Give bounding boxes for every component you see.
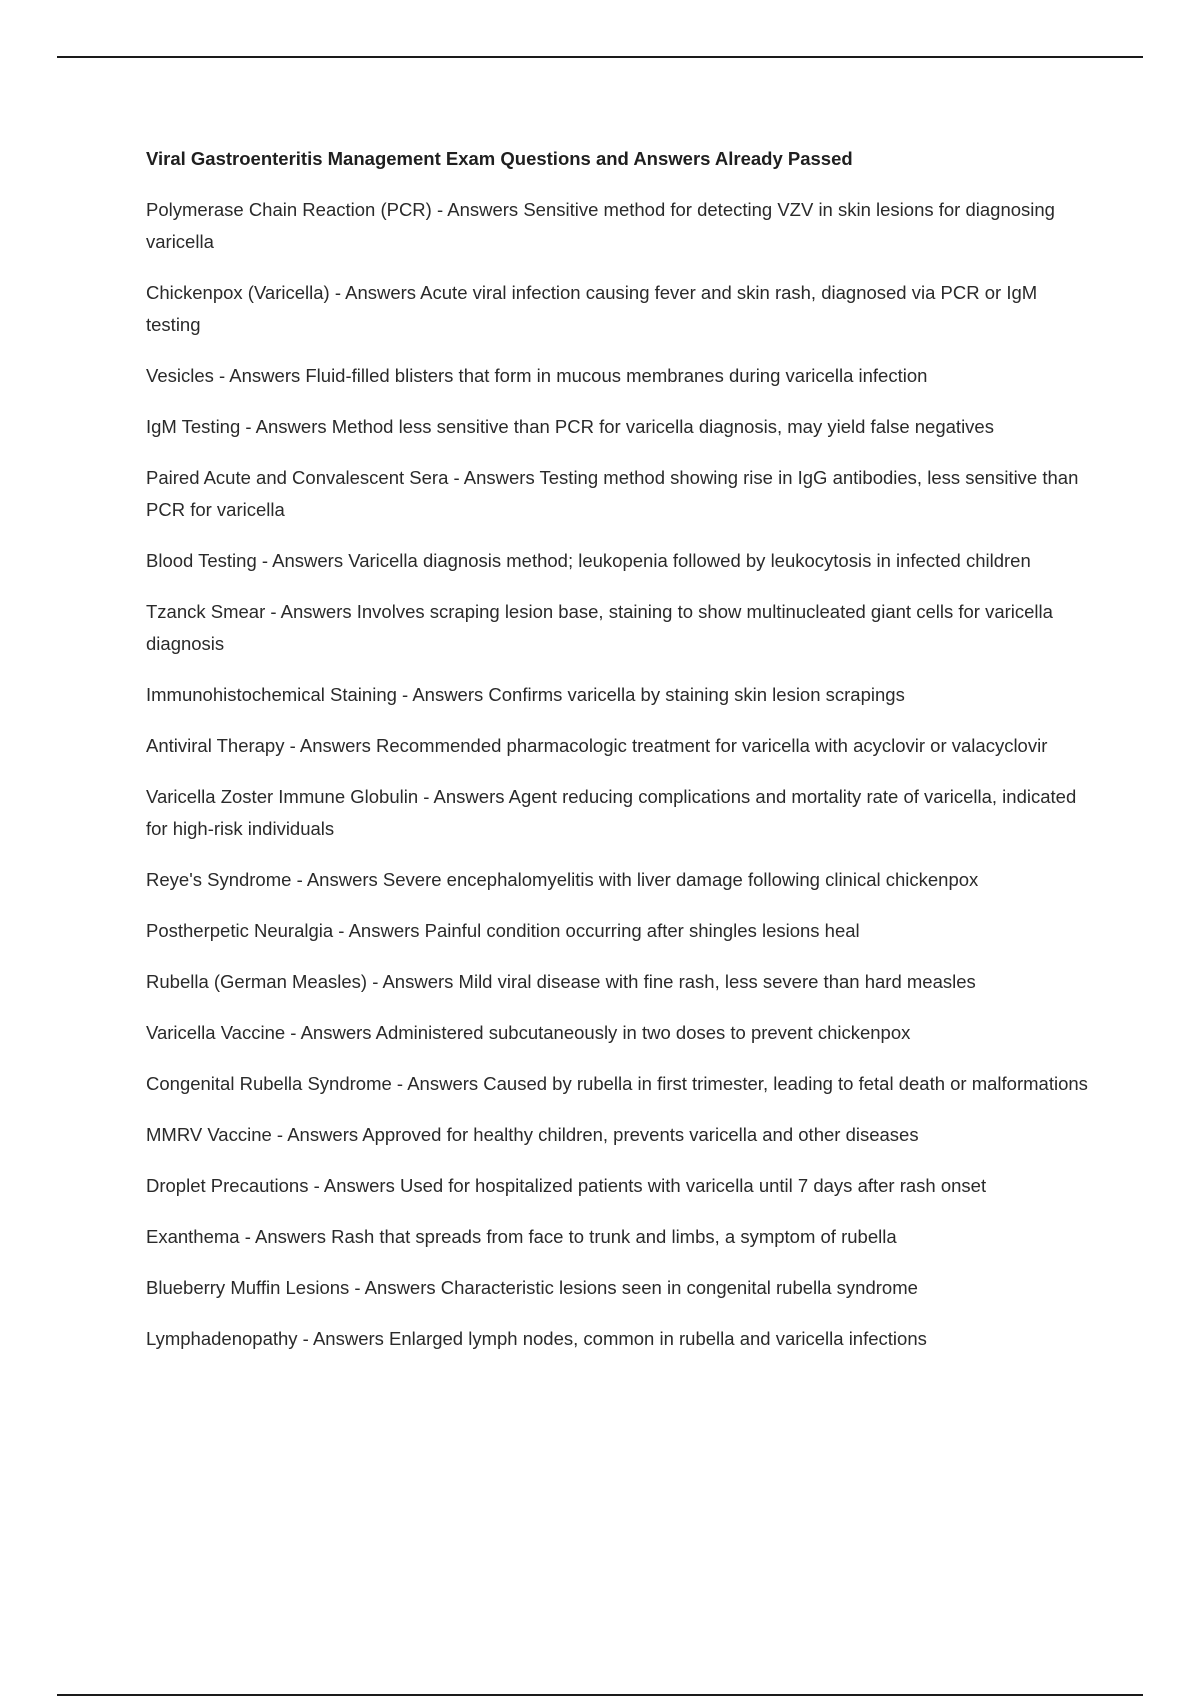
- qa-entry: Blood Testing - Answers Varicella diagnosis method; leukopenia followed by leukocytosis in infected children: [146, 550, 1031, 571]
- document-title: Viral Gastroenteritis Management Exam Questions and Answers Already Passed: [146, 148, 853, 169]
- qa-entry: MMRV Vaccine - Answers Approved for healthy children, prevents varicella and other diseases: [146, 1124, 919, 1145]
- qa-entry: Exanthema - Answers Rash that spreads from face to trunk and limbs, a symptom of rubella: [146, 1226, 897, 1247]
- qa-entry: Varicella Vaccine - Answers Administered subcutaneously in two doses to prevent chickenpox: [146, 1022, 911, 1043]
- qa-entry: Lymphadenopathy - Answers Enlarged lymph nodes, common in rubella and varicella infections: [146, 1328, 927, 1349]
- qa-entry: Rubella (German Measles) - Answers Mild viral disease with fine rash, less severe than hard measles: [146, 971, 976, 992]
- qa-entry: Immunohistochemical Staining - Answers Confirms varicella by staining skin lesion scrapings: [146, 684, 905, 705]
- qa-entry: Tzanck Smear - Answers Involves scraping lesion base, staining to show multinucleated giant cells for varicella diagnosis: [146, 601, 1053, 654]
- qa-entry: Antiviral Therapy - Answers Recommended pharmacologic treatment for varicella with acyclovir or valacyclovir: [146, 735, 1048, 756]
- qa-entry: Congenital Rubella Syndrome - Answers Caused by rubella in first trimester, leading to fetal death or malformations: [146, 1073, 1088, 1094]
- qa-entry: Droplet Precautions - Answers Used for hospitalized patients with varicella until 7 days after rash onset: [146, 1175, 987, 1196]
- qa-entry: Varicella Zoster Immune Globulin - Answers Agent reducing complications and mortality rate of varicella, indicated for high-risk individuals: [146, 786, 1077, 839]
- document-body: [146, 146, 1096, 1374]
- qa-entry: Reye's Syndrome - Answers Severe encephalomyelitis with liver damage following clinical chickenpox: [146, 869, 979, 890]
- qa-entry: IgM Testing - Answers Method less sensitive than PCR for varicella diagnosis, may yield false negatives: [146, 416, 994, 437]
- qa-entry: Postherpetic Neuralgia - Answers Painful condition occurring after shingles lesions heal: [146, 920, 860, 941]
- top-rule: [57, 56, 1143, 58]
- qa-entry: Chickenpox (Varicella) - Answers Acute viral infection causing fever and skin rash, diagnosed via PCR or IgM testing: [146, 282, 1038, 335]
- qa-entry: Vesicles - Answers Fluid-filled blisters that form in mucous membranes during varicella infection: [146, 365, 928, 386]
- qa-entry: Blueberry Muffin Lesions - Answers Characteristic lesions seen in congenital rubella syndrome: [146, 1277, 918, 1298]
- qa-entry: Polymerase Chain Reaction (PCR) - Answers Sensitive method for detecting VZV in skin lesions for diagnosing varicella: [146, 199, 1055, 252]
- bottom-rule: [57, 1694, 1143, 1696]
- qa-entry: Paired Acute and Convalescent Sera - Answers Testing method showing rise in IgG antibodies, less sensitive than PCR for varicella: [146, 467, 1079, 520]
